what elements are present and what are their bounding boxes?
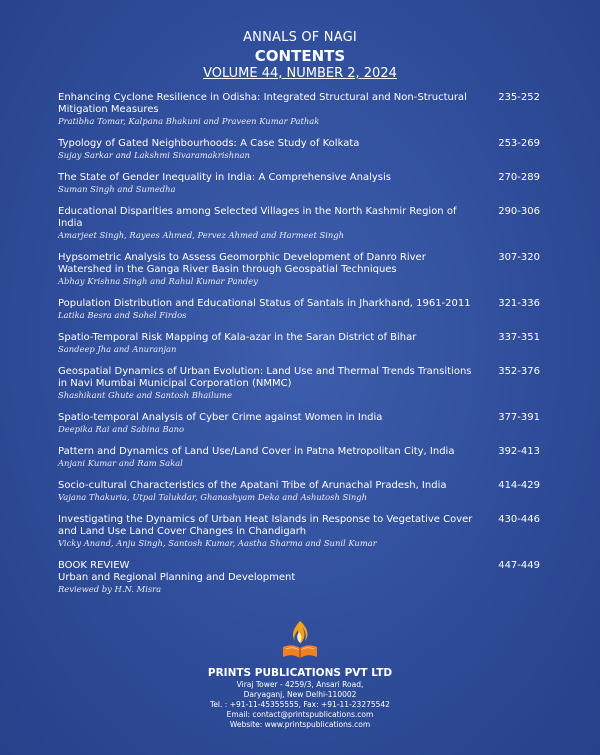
toc-entry bbox=[58, 138, 540, 161]
header bbox=[0, 30, 600, 82]
article-authors: Sandeep Jha and Anuranjan bbox=[58, 344, 177, 354]
footer bbox=[0, 618, 600, 730]
article-title: Pattern and Dynamics of Land Use/Land Cover in Patna Metropolitan City, India bbox=[58, 446, 455, 457]
article-authors: Anjani Kumar and Ram Sakal bbox=[58, 458, 183, 468]
toc-entry bbox=[58, 412, 540, 435]
article-title: Population Distribution and Educational Status of Santals in Jharkhand, 1961-2011 bbox=[58, 298, 471, 309]
page-range: 447-449 bbox=[498, 560, 540, 571]
toc-entry bbox=[58, 366, 540, 401]
article-title: The State of Gender Inequality in India: A Comprehensive Analysis bbox=[58, 172, 392, 183]
toc-entry bbox=[58, 172, 540, 195]
table-of-contents bbox=[58, 92, 540, 606]
phone-fax: Tel. : +91-11-45355555, Fax: +91-11-23275542 bbox=[210, 700, 390, 709]
toc-entry bbox=[58, 252, 540, 287]
book-review-title: BOOK REVIEW Urban and Regional Planning and Development bbox=[58, 560, 296, 583]
toc-entry bbox=[58, 332, 540, 355]
article-authors: Shashikant Ghute and Santosh Bhailume bbox=[58, 390, 232, 400]
address-line-1: Viraj Tower - 4259/3, Ansari Road, bbox=[236, 680, 364, 689]
page-range: 270-289 bbox=[498, 172, 540, 183]
article-authors: Sujay Sarkar and Lakshmi Sivaramakrishnan bbox=[58, 150, 250, 160]
article-title: Investigating the Dynamics of Urban Heat Islands in Response to Vegetative Cover and Land Use Land Cover Changes in Chandigarh bbox=[58, 514, 473, 537]
page-range: 377-391 bbox=[498, 412, 540, 423]
page-range: 307-320 bbox=[498, 252, 540, 263]
article-title: Geospatial Dynamics of Urban Evolution: Land Use and Thermal Trends Transitions in Navi Mumbai Municipal Corporation (NMMC) bbox=[58, 366, 472, 389]
article-title: Spatio-Temporal Risk Mapping of Kala-azar in the Saran District of Bihar bbox=[58, 332, 417, 343]
page-range: 235-252 bbox=[498, 92, 540, 103]
page-range: 337-351 bbox=[498, 332, 540, 343]
article-authors: Vicky Anand, Anju Singh, Santosh Kumar, Aastha Sharma and Sunil Kumar bbox=[58, 538, 377, 548]
toc-entry-book-review bbox=[58, 560, 540, 595]
article-authors: Amarjeet Singh, Rayees Ahmed, Pervez Ahmed and Harmeet Singh bbox=[58, 230, 345, 240]
article-title: Socio-cultural Characteristics of the Apatani Tribe of Arunachal Pradesh, India bbox=[58, 480, 447, 491]
article-authors: Suman Singh and Sumedha bbox=[58, 184, 176, 194]
article-authors: Deepika Rai and Sabina Bano bbox=[58, 424, 185, 434]
page-range: 430-446 bbox=[498, 514, 540, 525]
toc-entry bbox=[58, 206, 540, 241]
toc-entry bbox=[58, 92, 540, 127]
volume-line: VOLUME 44, NUMBER 2, 2024 bbox=[203, 66, 397, 81]
article-title: Typology of Gated Neighbourhoods: A Case Study of Kolkata bbox=[58, 138, 360, 149]
page-range: 290-306 bbox=[498, 206, 540, 217]
page-range: 321-336 bbox=[498, 298, 540, 309]
toc-entry bbox=[58, 514, 540, 549]
reviewer: Reviewed by H.N. Misra bbox=[58, 584, 162, 594]
journal-name: ANNALS OF NAGI bbox=[243, 30, 357, 45]
flame-book-logo-icon bbox=[280, 618, 320, 662]
page-range: 352-376 bbox=[498, 366, 540, 377]
page-range: 414-429 bbox=[498, 480, 540, 491]
toc-entry bbox=[58, 298, 540, 321]
article-title: Hypsometric Analysis to Assess Geomorphic Development of Danro River Watershed in the Ganga River Basin through Geospatial Techniques bbox=[58, 252, 426, 275]
website: Website: www.printspublications.com bbox=[229, 720, 371, 729]
contents-heading: CONTENTS bbox=[254, 47, 346, 65]
article-authors: Latika Besra and Sohel Firdos bbox=[58, 310, 187, 320]
article-authors: Vajana Thakuria, Utpal Talukdar, Ghanashyam Deka and Ashutosh Singh bbox=[58, 492, 368, 502]
toc-entry bbox=[58, 480, 540, 503]
page-range: 392-413 bbox=[498, 446, 540, 457]
article-title: Enhancing Cyclone Resilience in Odisha: Integrated Structural and Non-Structural Mitigation Measures bbox=[58, 92, 467, 115]
article-title: Spatio-temporal Analysis of Cyber Crime against Women in India bbox=[58, 412, 383, 423]
article-authors: Abhay Krishna Singh and Rahul Kumar Pandey bbox=[58, 276, 258, 286]
article-authors: Pratibha Tomar, Kalpana Bhakuni and Praveen Kumar Pathak bbox=[58, 116, 320, 126]
toc-entry bbox=[58, 446, 540, 469]
page-range: 253-269 bbox=[498, 138, 540, 149]
article-title: Educational Disparities among Selected Villages in the North Kashmir Region of India bbox=[58, 206, 457, 229]
address-line-2: Daryaganj, New Delhi-110002 bbox=[243, 690, 357, 699]
email: Email: contact@printspublications.com bbox=[226, 710, 374, 719]
publisher-name: PRINTS PUBLICATIONS PVT LTD bbox=[207, 667, 393, 679]
